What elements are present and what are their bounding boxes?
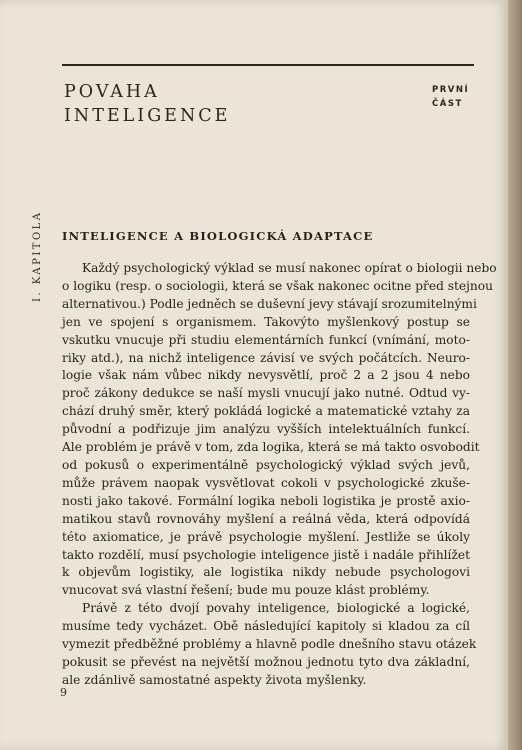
part-label-line1: PRVNÍ <box>432 85 470 95</box>
body-line: logie však nám vůbec nikdy nevysvětlí, proč 2 a 2 jsou 4 nebo <box>62 368 470 383</box>
body-line: Právě z této dvojí povahy inteligence, biologické a logické, <box>82 601 470 616</box>
part-label-line2: ČÁST <box>432 99 463 109</box>
body-line: vnucovat svá vlastní řešení; bude mu pouze klást problémy. <box>62 583 430 598</box>
body-line: této axiomatice, je právě psychologie myšlení. Jestliže se úkoly <box>62 529 470 544</box>
part-title-line2: INTELIGENCE <box>64 106 231 126</box>
body-text <box>62 260 497 690</box>
chapter-label: I. KAPITOLA <box>32 210 43 302</box>
body-line: Ale problém je právě v tom, zda logika, která se má takto osvobodit <box>62 440 480 455</box>
body-line: alternativou.) Podle jedněch se duševní jevy stávají srozumitelnými <box>62 296 477 311</box>
body-line: k objevům logistiky, ale logistika nikdy nebude psychologovi <box>62 565 470 580</box>
body-line: vskutku vnucuje při studiu elementárních funkcí (vnímání, moto- <box>62 332 470 347</box>
body-line: riky atd.), na nichž inteligence závisí ve svých počátcích. Neuro- <box>62 350 470 365</box>
body-line: proč zákony dedukce se naší mysli vnucují jako nutné. Odtud vy- <box>62 386 470 401</box>
body-line: může právem naopak vysvětlovat cokoli v psychologické zkuše- <box>62 475 470 490</box>
body-line: pokusit se převést na největší možnou jednotu tyto dva základní, <box>62 654 470 669</box>
top-rule <box>62 64 474 66</box>
part-title-line1: POVAHA <box>64 82 160 102</box>
body-line: vymezit předběžné problémy a hlavně podle dnešního stavu otázek <box>62 637 477 652</box>
body-line: Každý psychologický výklad se musí nakonec opírat o biologii nebo <box>82 261 497 275</box>
body-line: jen ve spojení s organismem. Takovýto myšlenkový postup se <box>62 314 470 329</box>
page-edge <box>508 0 522 750</box>
page-number: 9 <box>60 686 67 699</box>
body-line: matikou stavů rovnováhy myšlení a reálná věda, která odpovídá <box>62 511 470 526</box>
body-line: ale zdánlivě samostatné aspekty života myšlenky. <box>62 672 367 687</box>
body-line: musíme tedy vycházet. Obě následující kapitoly si kladou za cíl <box>62 619 470 634</box>
part-title <box>64 80 230 128</box>
body-line: nosti jako takové. Formální logika neboli logistika je prostě axio- <box>62 493 470 508</box>
section-heading: INTELIGENCE A BIOLOGICKÁ ADAPTACE <box>62 229 374 243</box>
body-line: takto rozdělí, musí psychologie inteligence jistě i nadále přihlížet <box>62 547 470 562</box>
body-line: původní a podřizuje jim analýzu vyšších intelektuálních funkcí. <box>62 422 470 437</box>
body-line: o logiku (resp. o sociologii, která se však nakonec ocitne před stejnou <box>62 278 493 293</box>
body-line: od pokusů o experimentálně psychologický výklad svých jevů, <box>62 457 470 472</box>
part-label <box>432 83 469 111</box>
body-line: chází druhý směr, který pokládá logické a matematické vztahy za <box>62 404 470 419</box>
